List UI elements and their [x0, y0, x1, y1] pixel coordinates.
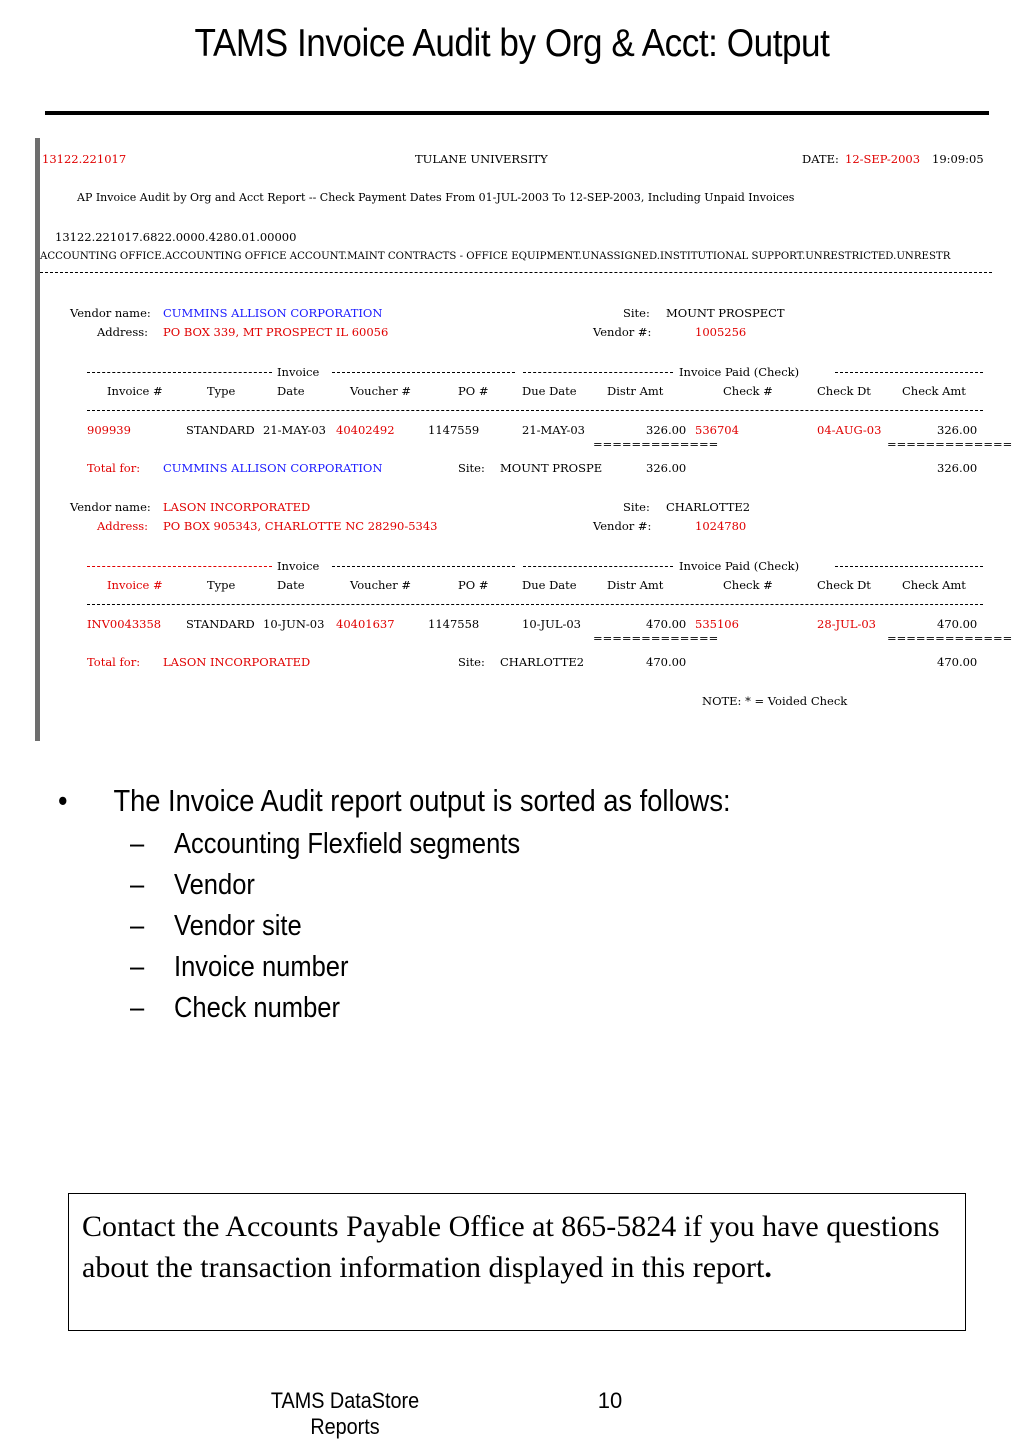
- dash-icon: –: [130, 951, 145, 983]
- vendor-name: LASON INCORPORATED: [163, 500, 311, 514]
- check-no: 535106: [695, 617, 739, 631]
- col-voucher-no: Voucher #: [350, 384, 412, 398]
- site-label: Site:: [623, 306, 650, 320]
- site-label: Site:: [623, 500, 650, 514]
- vendor-name-label: Vendor name:: [70, 306, 151, 320]
- voided-check-note: NOTE: * = Voided Check: [702, 694, 848, 708]
- check-amt: 470.00: [937, 617, 978, 631]
- col-type: Type: [207, 384, 236, 398]
- col-distr-amt: Distr Amt: [607, 578, 664, 592]
- total-check: 326.00: [937, 461, 978, 475]
- dash-icon: –: [130, 828, 145, 860]
- dash-icon: –: [130, 992, 145, 1024]
- report-screenshot: [35, 138, 1013, 741]
- total-check: 470.00: [937, 655, 978, 669]
- total-distr: 470.00: [646, 655, 687, 669]
- vendor-address: PO BOX 339, MT PROSPECT IL 60056: [163, 325, 389, 339]
- total-site: CHARLOTTE2: [500, 655, 585, 669]
- col-check-no: Check #: [723, 384, 773, 398]
- check-amt: 326.00: [937, 423, 978, 437]
- report-university: TULANE UNIVERSITY: [415, 152, 548, 166]
- col-due-date: Due Date: [522, 578, 577, 592]
- invoice-no: 909939: [87, 423, 131, 437]
- check-dt: 28-JUL-03: [817, 617, 876, 631]
- col-po-no: PO #: [458, 578, 489, 592]
- dash-icon: –: [130, 869, 145, 901]
- due-date: 21-MAY-03: [522, 423, 585, 437]
- vendor-site: CHARLOTTE2: [666, 500, 751, 514]
- total-vendor-name: LASON INCORPORATED: [163, 655, 311, 669]
- col-date: Date: [277, 384, 305, 398]
- col-check-amt: Check Amt: [902, 578, 966, 592]
- distr-amt: 326.00: [646, 423, 687, 437]
- po-no: 1147559: [428, 423, 480, 437]
- group-rule: [835, 372, 983, 373]
- report-time-value: 19:09:05: [932, 152, 984, 166]
- check-dt: 04-AUG-03: [817, 423, 882, 437]
- dash-icon: –: [130, 910, 145, 942]
- report-date-value: 12-SEP-2003: [845, 152, 921, 166]
- col-po-no: PO #: [458, 384, 489, 398]
- title-divider: [45, 111, 989, 115]
- col-invoice-no: Invoice #: [107, 578, 163, 592]
- group-paid-label: Invoice Paid (Check): [679, 365, 800, 379]
- group-rule: [332, 566, 515, 567]
- bullet-text: Check number: [174, 992, 340, 1024]
- invoice-date: 10-JUN-03: [263, 617, 325, 631]
- bullet-text: Accounting Flexfield segments: [174, 828, 521, 860]
- col-due-date: Due Date: [522, 384, 577, 398]
- distr-amt: 470.00: [646, 617, 687, 631]
- group-rule: [523, 566, 673, 567]
- col-check-amt: Check Amt: [902, 384, 966, 398]
- report-date-label: DATE:: [802, 152, 839, 166]
- po-no: 1147558: [428, 617, 480, 631]
- due-date: 10-JUL-03: [522, 617, 581, 631]
- address-label: Address:: [97, 325, 149, 339]
- total-site-label: Site:: [458, 655, 485, 669]
- account-code: 13122.221017.6822.0000.4280.01.00000: [55, 230, 297, 244]
- col-date: Date: [277, 578, 305, 592]
- invoice-no: INV0043358: [87, 617, 162, 631]
- bullet-text: Invoice number: [174, 951, 349, 983]
- invoice-date: 21-MAY-03: [263, 423, 326, 437]
- account-description: ACCOUNTING OFFICE.ACCOUNTING OFFICE ACCOUNT.MAINT CONTRACTS - OFFICE EQUIPMENT.UNASSIGNED.INSTITUTIONAL SUPPORT.UNRESTRICTED.UNRESTR: [40, 251, 951, 262]
- bullet-text: Vendor: [174, 869, 255, 901]
- vendor-site: MOUNT PROSPECT: [666, 306, 785, 320]
- equals-rule: =============: [887, 631, 1013, 645]
- col-type: Type: [207, 578, 236, 592]
- contact-note-period: .: [764, 1251, 772, 1284]
- vendor-no-label: Vendor #:: [593, 325, 652, 339]
- report-header-id: 13122.221017: [42, 152, 127, 166]
- col-distr-amt: Distr Amt: [607, 384, 664, 398]
- total-site: MOUNT PROSPE: [500, 461, 603, 475]
- column-rule: [87, 410, 983, 411]
- invoice-type: STANDARD: [186, 423, 255, 437]
- bullet-text: Vendor site: [174, 910, 302, 942]
- total-vendor-name: CUMMINS ALLISON CORPORATION: [163, 461, 383, 475]
- equals-rule: =============: [593, 437, 719, 451]
- group-invoice-label: Invoice: [277, 559, 320, 573]
- col-check-dt: Check Dt: [817, 578, 871, 592]
- voucher-no: 40402492: [336, 423, 395, 437]
- col-voucher-no: Voucher #: [350, 578, 412, 592]
- col-check-dt: Check Dt: [817, 384, 871, 398]
- group-rule: [523, 372, 673, 373]
- bullet-text: The Invoice Audit report output is sorted as follows:: [113, 783, 731, 818]
- check-no: 536704: [695, 423, 739, 437]
- vendor-number: 1024780: [695, 519, 747, 533]
- vendor-number: 1005256: [695, 325, 747, 339]
- group-rule: [835, 566, 983, 567]
- address-label: Address:: [97, 519, 149, 533]
- group-paid-label: Invoice Paid (Check): [679, 559, 800, 573]
- equals-rule: =============: [593, 631, 719, 645]
- group-rule: [332, 372, 515, 373]
- equals-rule: =============: [887, 437, 1013, 451]
- total-label: Total for:: [87, 655, 141, 669]
- vendor-no-label: Vendor #:: [593, 519, 652, 533]
- voucher-no: 40401637: [336, 617, 395, 631]
- vendor-name: CUMMINS ALLISON CORPORATION: [163, 306, 383, 320]
- vendor-name-label: Vendor name:: [70, 500, 151, 514]
- contact-note-text: Contact the Accounts Payable Office at 865-5824 if you have questions about the transaction information displayed in this report: [82, 1210, 940, 1284]
- group-rule: [87, 566, 272, 567]
- report-divider: [40, 272, 992, 273]
- report-subtitle: AP Invoice Audit by Org and Acct Report -- Check Payment Dates From 01-JUL-2003 To 12-SEP-2003, Including Unpaid Invoices: [77, 191, 795, 204]
- bullet-icon: •: [58, 783, 68, 818]
- contact-note-box: [68, 1193, 966, 1331]
- total-distr: 326.00: [646, 461, 687, 475]
- col-invoice-no: Invoice #: [107, 384, 163, 398]
- invoice-type: STANDARD: [186, 617, 255, 631]
- column-rule: [87, 604, 983, 605]
- group-invoice-label: Invoice: [277, 365, 320, 379]
- total-site-label: Site:: [458, 461, 485, 475]
- vendor-address: PO BOX 905343, CHARLOTTE NC 28290-5343: [163, 519, 438, 533]
- page-number: 10: [597, 1388, 623, 1413]
- col-check-no: Check #: [723, 578, 773, 592]
- slide-title: TAMS Invoice Audit by Org & Acct: Output: [194, 22, 830, 65]
- group-rule: [87, 372, 272, 373]
- footer-title: TAMS DataStore Reports: [270, 1388, 420, 1439]
- total-label: Total for:: [87, 461, 141, 475]
